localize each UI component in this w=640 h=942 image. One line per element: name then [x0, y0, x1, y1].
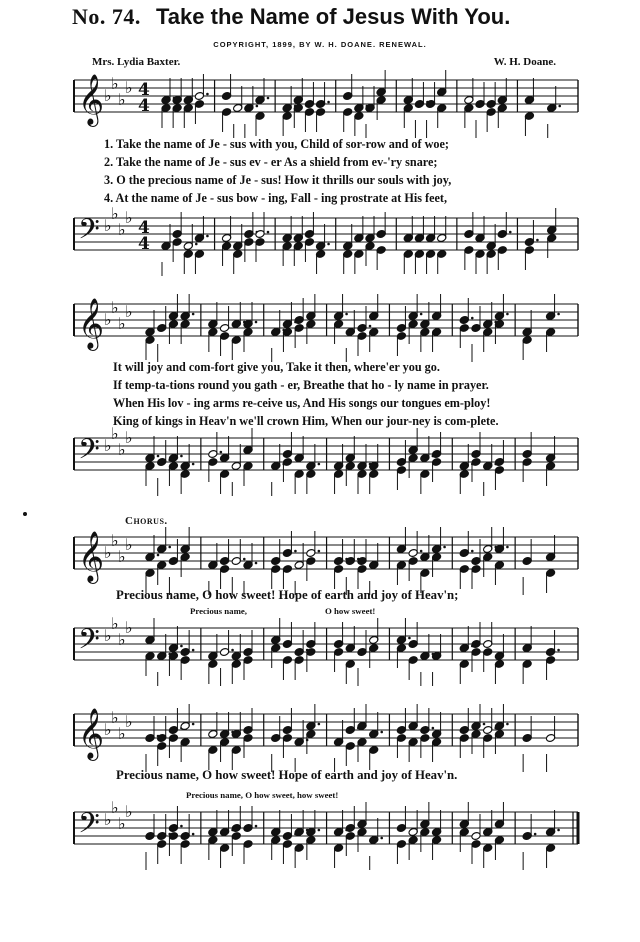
flat-icon: ♭: [118, 314, 126, 333]
verse-1-line-1: 1. Take the name of Je - sus with you, Child of sor-row and of woe;: [104, 137, 449, 151]
margin-dot: [23, 512, 27, 516]
dot: [255, 321, 258, 324]
chorus-heading: Chorus.: [125, 515, 168, 527]
verse-3-line-2: When His lov - ing arms re-ceive us, And His songs our tongues em-ploy!: [113, 396, 491, 410]
dot: [557, 649, 560, 652]
verse-4-line-1: 4. At the name of Je - sus bow - ing, Fall - ing prostrate at His feet,: [104, 191, 448, 205]
dot: [558, 105, 561, 108]
dot: [420, 313, 423, 316]
dot: [443, 546, 446, 549]
flat-icon: ♭: [118, 630, 126, 649]
chorus-echo-1a: Precious name,: [190, 606, 248, 616]
dot: [318, 829, 321, 832]
dot: [243, 558, 246, 561]
dot: [536, 239, 539, 242]
flat-icon: ♭: [118, 440, 126, 459]
system-2-bass-staff: [0, 426, 640, 496]
hymn-title: Take the Name of Jesus With You.: [156, 4, 511, 29]
flat-icon: ♭: [104, 310, 112, 329]
dot: [557, 829, 560, 832]
dot: [195, 243, 198, 246]
flat-icon: ♭: [111, 426, 119, 443]
dot: [255, 562, 258, 565]
dot: [432, 727, 435, 730]
system-4-treble-staff: [0, 702, 640, 772]
bass-clef-icon: 𝄢: [78, 213, 100, 253]
dot: [506, 313, 509, 316]
dot: [267, 231, 270, 234]
flat-icon: ♭: [125, 428, 133, 447]
dot: [506, 546, 509, 549]
dot: [180, 455, 183, 458]
hymn-number: No. 74.: [72, 4, 141, 29]
chorus-echo-2: Precious name, O how sweet, how sweet!: [186, 790, 339, 800]
dot: [192, 649, 195, 652]
flat-icon: ♭: [111, 206, 119, 223]
system-4-bass-staff: [0, 800, 640, 870]
dot: [256, 105, 259, 108]
flat-icon: ♭: [111, 531, 119, 550]
treble-clef-icon: 𝄞: [78, 708, 105, 759]
dot: [192, 723, 195, 726]
flat-icon: ♭: [111, 708, 119, 727]
flat-icon: ♭: [118, 90, 126, 109]
system-3-treble-staff: [0, 525, 640, 595]
dot: [267, 97, 270, 100]
flat-icon: ♭: [104, 810, 112, 829]
flat-icon: ♭: [125, 802, 133, 821]
verse-3-line-1: 3. O the precious name of Je - sus! How it thrills our souls with joy,: [104, 173, 452, 187]
verse-4-line-2: King of kings in Heav'n we'll crown Him, When our jour-ney is com-plete.: [113, 414, 499, 428]
dot: [157, 455, 160, 458]
dot: [192, 833, 195, 836]
verse-1-line-2: It will joy and com-fort give you, Take it then, where'er you go.: [113, 360, 440, 374]
time-sig-bottom: 4: [138, 96, 150, 116]
treble-clef-icon: 𝄞: [78, 531, 105, 582]
dot: [471, 317, 474, 320]
flat-icon: ♭: [104, 86, 112, 105]
dot: [345, 313, 348, 316]
chorus-line-1: Precious name, O how sweet! Hope of earth and joy of Heav'n;: [116, 588, 459, 602]
flat-icon: ♭: [104, 436, 112, 455]
dot: [380, 731, 383, 734]
bass-clef-icon: 𝄢: [78, 807, 100, 847]
dot: [471, 550, 474, 553]
flat-icon: ♭: [118, 547, 126, 566]
dot: [509, 231, 512, 234]
dot: [180, 645, 183, 648]
flat-icon: ♭: [104, 720, 112, 739]
time-sig-bottom: 4: [138, 234, 150, 254]
dot: [318, 463, 321, 466]
chorus-line-2: Precious name, O how sweet! Hope of earth and joy of Heav'n.: [116, 768, 458, 782]
flat-icon: ♭: [125, 535, 133, 554]
dot: [408, 637, 411, 640]
system-1-treble-staff: [0, 68, 640, 138]
treble-clef-icon: 𝄞: [78, 74, 105, 125]
chorus-echo-1b: O how sweet!: [325, 606, 376, 616]
flat-icon: ♭: [118, 220, 126, 239]
flat-icon: ♭: [104, 216, 112, 235]
dot: [206, 93, 209, 96]
dot: [168, 546, 171, 549]
dot: [157, 554, 160, 557]
flat-icon: ♭: [111, 616, 119, 633]
flat-icon: ♭: [111, 800, 119, 817]
time-sig-top: 4: [138, 218, 150, 238]
flat-icon: ♭: [125, 78, 133, 97]
flat-icon: ♭: [125, 618, 133, 637]
dot: [506, 723, 509, 726]
dot: [294, 550, 297, 553]
dot: [420, 550, 423, 553]
flat-icon: ♭: [111, 74, 119, 93]
dot: [557, 313, 560, 316]
dot: [318, 723, 321, 726]
dot: [483, 723, 486, 726]
copyright-line: COPYRIGHT, 1899, BY W. H. DOANE. RENEWAL.: [213, 40, 427, 49]
flat-icon: ♭: [104, 626, 112, 645]
time-sig-top: 4: [138, 80, 150, 100]
composer-credit: W. H. Doane.: [493, 56, 556, 68]
system-1-bass-staff: [0, 206, 640, 276]
flat-icon: ♭: [125, 712, 133, 731]
bass-clef-icon: 𝄢: [78, 623, 100, 663]
flat-icon: ♭: [125, 208, 133, 227]
bass-clef-icon: 𝄢: [78, 433, 100, 473]
flat-icon: ♭: [125, 302, 133, 321]
system-3-bass-staff: [0, 616, 640, 686]
dot: [255, 825, 258, 828]
dot: [318, 550, 321, 553]
dot: [220, 451, 223, 454]
verse-2-line-2: If temp-ta-tions round you gath - er, Breathe that ho - ly name in prayer.: [113, 378, 489, 392]
flat-icon: ♭: [118, 724, 126, 743]
dot: [369, 325, 372, 328]
dot: [327, 101, 330, 104]
dot: [534, 833, 537, 836]
verse-2-line-1: 2. Take the name of Je - sus ev - er As a shield from ev-'ry snare;: [104, 155, 438, 169]
dot: [206, 235, 209, 238]
treble-clef-icon: 𝄞: [78, 298, 105, 349]
system-2-treble-staff: [0, 292, 640, 362]
flat-icon: ♭: [111, 298, 119, 317]
flat-icon: ♭: [118, 814, 126, 833]
flat-icon: ♭: [104, 543, 112, 562]
dot: [231, 649, 234, 652]
dot: [327, 243, 330, 246]
lyricist-credit: Mrs. Lydia Baxter.: [92, 56, 181, 68]
dot: [380, 837, 383, 840]
dot: [180, 825, 183, 828]
dot: [192, 313, 195, 316]
dot: [192, 463, 195, 466]
